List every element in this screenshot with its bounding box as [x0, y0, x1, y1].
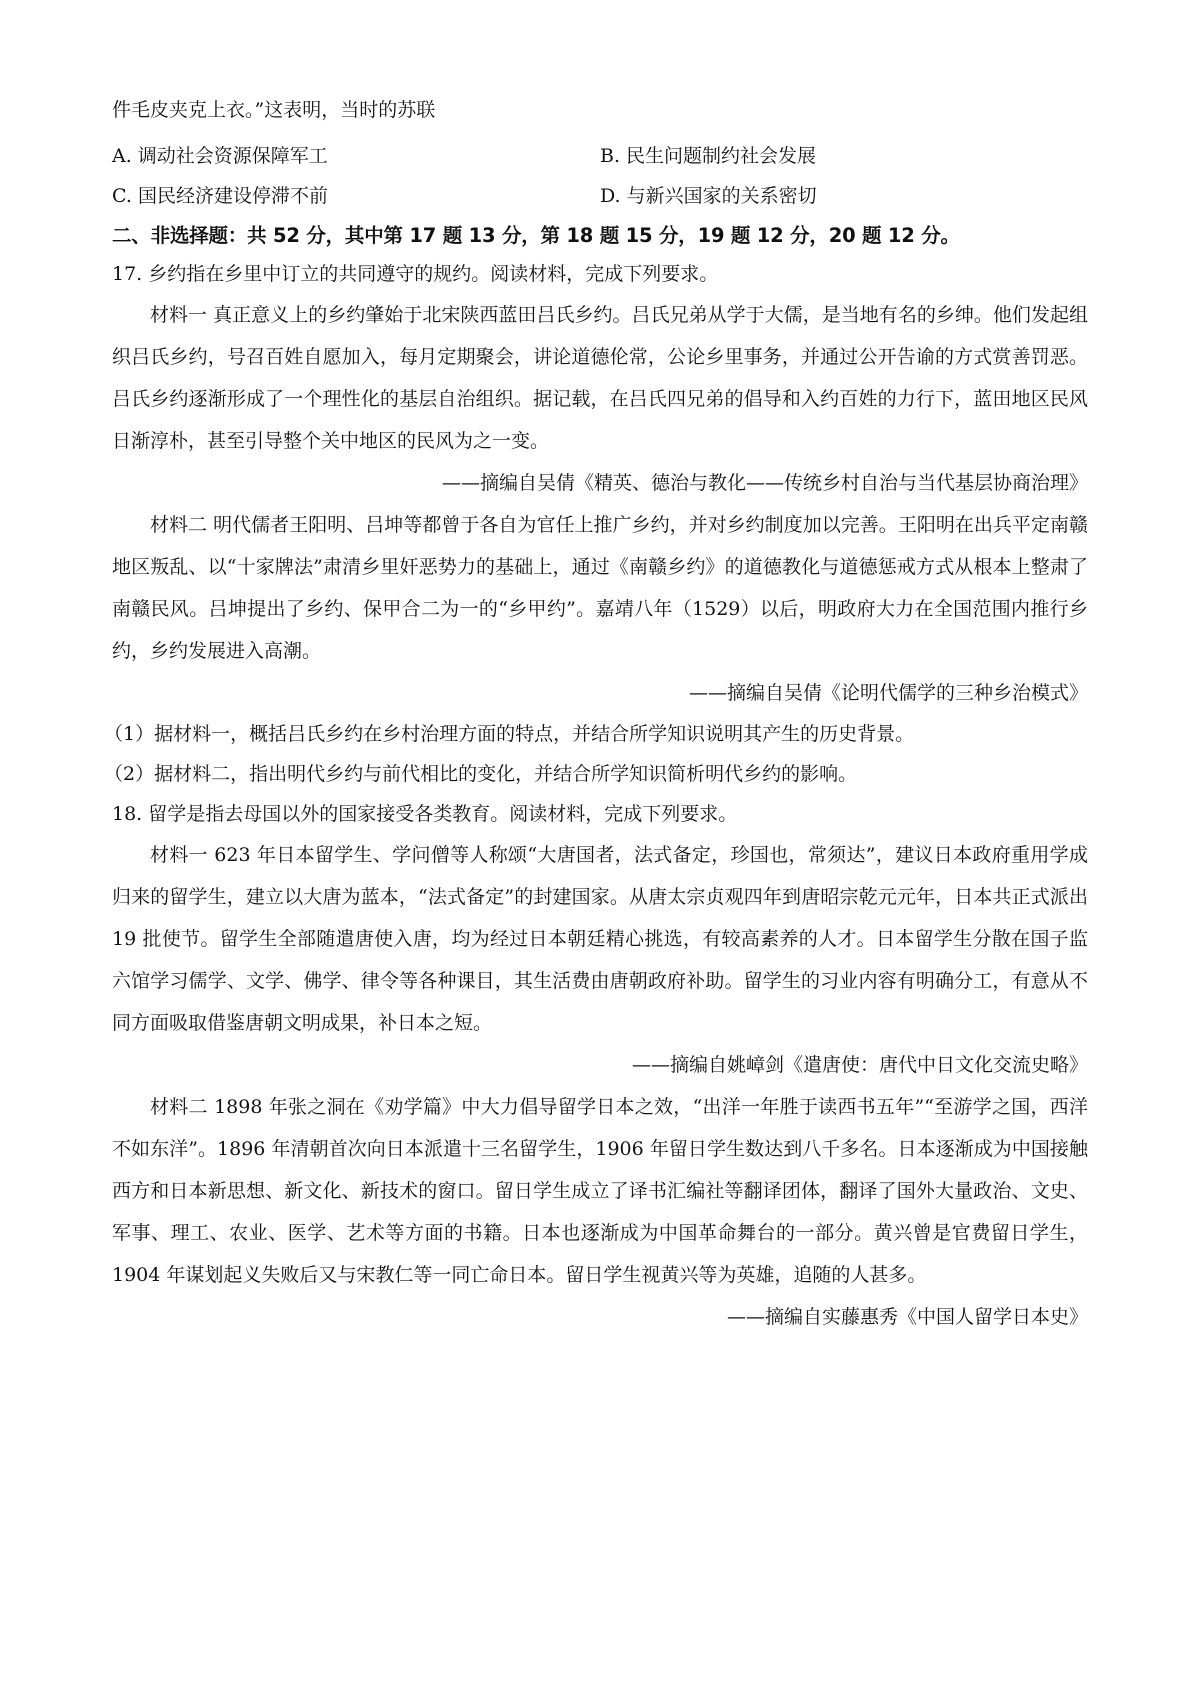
q17-subquestion-1: （1）据材料一，概括吕氏乡约在乡村治理方面的特点，并结合所学知识说明其产生的历史背景。	[104, 723, 915, 745]
prev-question-tail: 件毛皮夹克上衣。”这表明，当时的苏联	[112, 99, 436, 121]
q17-source-2: ——摘编自吴倩《论明代儒学的三种乡治模式》	[688, 682, 1088, 704]
option-c: C. 国民经济建设停滞不前	[112, 185, 328, 207]
q18-source-1: ——摘编自姚嶂剑《遣唐使：唐代中日文化交流史略》	[631, 1054, 1088, 1076]
section-title: 二、非选择题：共 52 分，其中第 17 题 13 分，第 18 题 15 分，19 题 12 分，20 题 12 分。	[112, 224, 960, 247]
q17-material-1: 材料一 真正意义上的乡约肇始于北宋陕西蓝田吕氏乡约。吕氏兄弟从学于大儒，是当地有名的乡绅。他们发起组织吕氏乡约，号召百姓自愿加入，每月定期聚会，讲论道德伦常，公论乡里事务，并通过公开告谕的方式赏善罚恶。吕氏乡约逐渐形成了一个理性化的基层自治组织。据记载，在吕氏四兄弟的倡导和入约百姓的力行下，蓝田地区民风日渐淳朴，甚至引导整个关中地区的民风为之一变。	[112, 304, 1088, 452]
q18-source-2: ——摘编自实藤惠秀《中国人留学日本史》	[726, 1306, 1088, 1328]
q17-material-2: 材料二 明代儒者王阳明、吕坤等都曾于各自为官任上推广乡约，并对乡约制度加以完善。王阳明在出兵平定南赣地区叛乱、以“十家牌法”肃清乡里奸恶势力的基础上，通过《南赣乡约》的道德教化与道德惩戒方式从根本上整肃了南赣民风。吕坤提出了乡约、保甲合二为一的“乡甲约”。嘉靖八年（1529）以后，明政府大力在全国范围内推行乡约，乡约发展进入高潮。	[112, 514, 1088, 662]
q18-material-2: 材料二 1898 年张之洞在《劝学篇》中大力倡导留学日本之效，“出洋一年胜于读西书五年”“至游学之国，西洋不如东洋”。1896 年清朝首次向日本派遣十三名留学生，1906 年留日学生数达到八千多名。日本逐渐成为中国接触西方和日本新思想、新文化、新技术的窗口。留日学生成立了译书汇编社等翻译团体，翻译了国外大量政治、文史、军事、理工、农业、医学、艺术等方面的书籍。日本也逐渐成为中国革命舞台的一部分。黄兴曾是官费留日学生，1904 年谋划起义失败后又与宋教仁等一同亡命日本。留日学生视黄兴等为英雄，追随的人甚多。	[112, 1096, 1088, 1286]
question-17	[104, 254, 1088, 794]
option-d: D. 与新兴国家的关系密切	[600, 185, 817, 207]
q17-subquestion-2: （2）据材料二，指出明代乡约与前代相比的变化，并结合所学知识简析明代乡约的影响。	[104, 763, 858, 785]
q18-material-1: 材料一 623 年日本留学生、学问僧等人称颂“大唐国者，法式备定，珍国也，常须达”，建议日本政府重用学成归来的留学生，建立以大唐为蓝本，“法式备定”的封建国家。从唐太宗贞观四年到唐昭宗乾元元年，日本共正式派出 19 批使节。留学生全部随遣唐使入唐，均为经过日本朝廷精心挑选，有较高素养的人才。日本留学生分散在国子监六馆学习儒学、文学、佛学、律令等各种课目，其生活费由唐朝政府补助。留学生的习业内容有明确分工，有意从不同方面吸取借鉴唐朝文明成果，补日本之短。	[112, 844, 1088, 1034]
option-b: B. 民生问题制约社会发展	[600, 145, 817, 167]
question-18	[112, 794, 1088, 1338]
q18-stem: 18. 留学是指去母国以外的国家接受各类教育。阅读材料，完成下列要求。	[112, 803, 738, 825]
q17-stem: 17. 乡约指在乡里中订立的共同遵守的规约。阅读材料，完成下列要求。	[112, 263, 719, 285]
exam-page	[104, 96, 1088, 1338]
q17-source-1: ——摘编自吴倩《精英、德治与教化——传统乡村自治与当代基层协商治理》	[441, 472, 1088, 494]
option-a: A. 调动社会资源保障军工	[112, 145, 328, 167]
prev-question-options	[112, 136, 1088, 216]
